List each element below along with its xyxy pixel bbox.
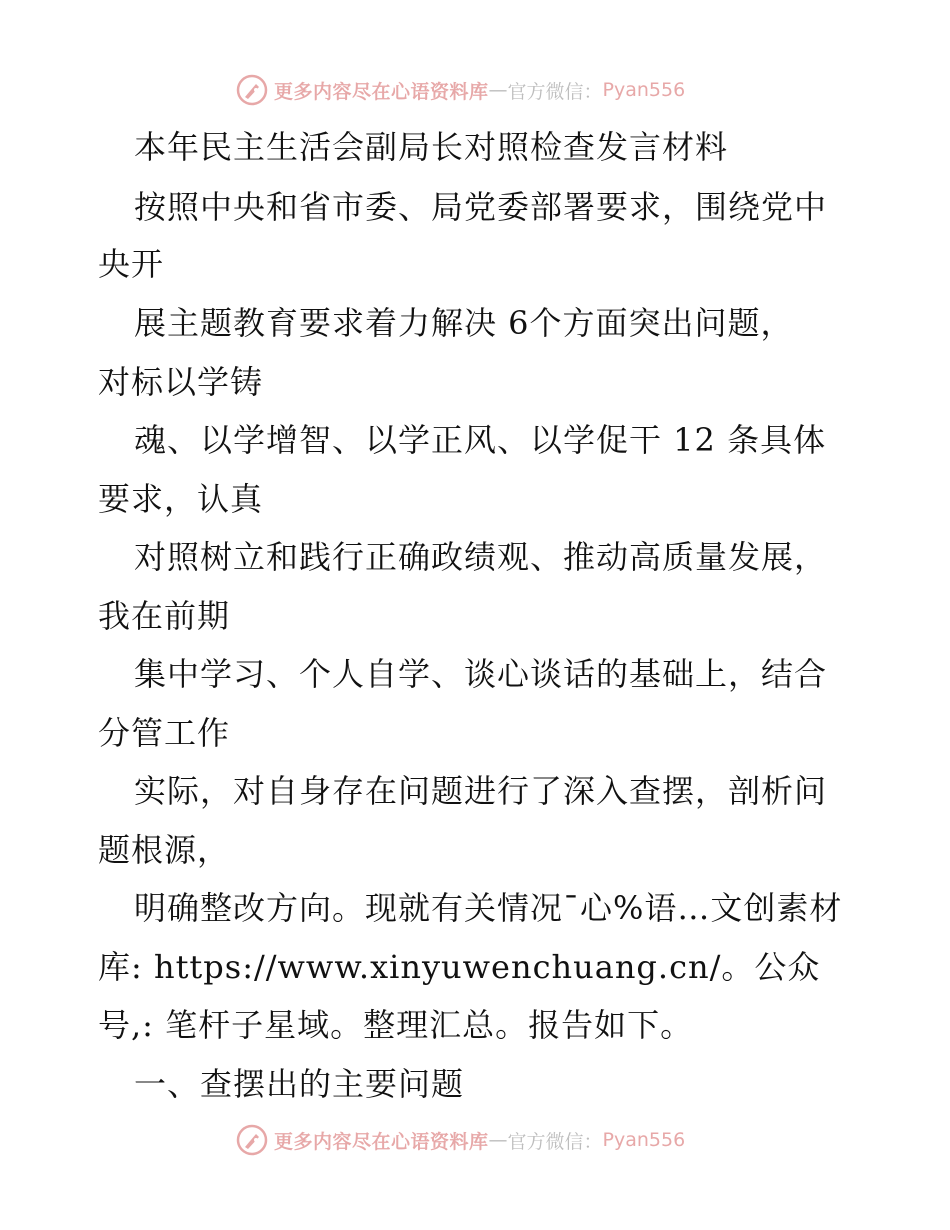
watermark-wechat-label: 官方微信： <box>507 80 603 103</box>
text-line: 号,: 笔杆子星域。整理汇总。报告如下。 <box>98 1006 694 1044</box>
text-line: 魂、以学增智、以学正风、以学促干 12 条具体 <box>134 421 827 459</box>
text-line: 我在前期 <box>98 597 231 635</box>
watermark-separator: — <box>488 1129 508 1151</box>
pen-logo-icon <box>236 74 268 106</box>
watermark-wechat-id: Pyan556 <box>602 1129 686 1151</box>
watermark-wechat-label: 官方微信： <box>507 1130 603 1153</box>
text-line: 对标以学铸 <box>98 363 264 401</box>
text-line: 按照中央和省市委、局党委部署要求，围绕党中 <box>134 188 828 226</box>
section-heading: 一、查摆出的主要问题 <box>134 1065 465 1103</box>
watermark-text: 更多内容尽在心语资料库 <box>274 1130 489 1153</box>
text-line: 展主题教育要求着力解决 6个方面突出问题， <box>134 304 794 342</box>
pen-logo-icon <box>236 1124 268 1156</box>
text-line: 集中学习、个人自学、谈心谈话的基础上，结合 <box>134 655 828 693</box>
text-line: 库: https://www.xinyuwenchuang.cn/。公众 <box>98 948 821 986</box>
text-line: 要求，认真 <box>98 480 264 518</box>
text-line: 对照树立和践行正确政绩观、推动高质量发展， <box>134 538 828 576</box>
text-line: 题根源， <box>98 831 231 869</box>
text-line: 分管工作 <box>98 714 231 752</box>
watermark-wechat-id: Pyan556 <box>602 79 686 101</box>
watermark-separator: — <box>488 79 508 101</box>
header-watermark <box>236 72 685 108</box>
footer-watermark <box>236 1122 685 1158</box>
document-title: 本年民主生活会副局长对照检查发言材料 <box>134 128 729 166</box>
watermark-text: 更多内容尽在心语资料库 <box>274 80 489 103</box>
text-line: 实际，对自身存在问题进行了深入查摆，剖析问 <box>134 772 828 810</box>
text-line: 明确整改方向。现就有关情况¯心%语…文创素材 <box>134 889 843 927</box>
text-line: 央开 <box>98 245 165 283</box>
